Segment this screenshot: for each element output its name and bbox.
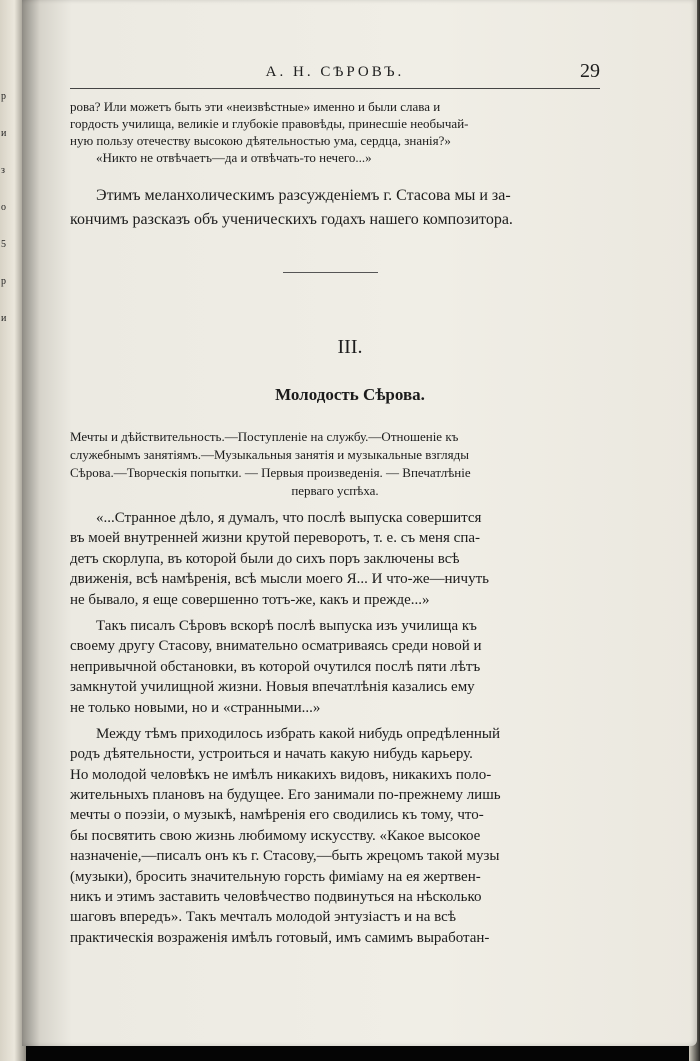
- summary-line: Сѣрова.—Творческія попытки. — Первыя произведенія. — Впечатлѣніе: [70, 465, 471, 480]
- section-divider: [283, 272, 378, 273]
- conclusion-paragraph: [70, 184, 600, 232]
- chapter-body: [70, 508, 600, 948]
- text-line: детъ скорлупа, въ которой были до сихъ поръ заключены всѣ: [70, 550, 460, 567]
- text-line: (музыки), бросить значительную горсть фиміаму на ея жертвен-: [70, 868, 481, 885]
- summary-line: служебнымъ занятіямъ.—Музыкальныя занятія и музыкальные взгляды: [70, 447, 469, 462]
- text-line: Этимъ меланхолическимъ разсужденіемъ г. Стасова мы и за-: [96, 187, 511, 204]
- paragraph: [70, 508, 600, 610]
- text-line: Такъ писалъ Сѣровъ вскорѣ послѣ выпуска изъ училища къ: [96, 617, 477, 634]
- edge-letter: и: [1, 128, 7, 139]
- text-line: не только новыми, но и «странными...»: [70, 699, 321, 716]
- text-line: практическія возраженія имѣлъ готовый, имъ самимъ выработан-: [70, 929, 490, 946]
- text-line: шаговъ впередъ». Такъ мечталъ молодой энтузіастъ и на всѣ: [70, 909, 456, 926]
- text-line: Но молодой человѣкъ не имѣлъ никакихъ видовъ, никакихъ поло-: [70, 766, 492, 783]
- page-number: 29: [580, 60, 600, 82]
- running-header: [70, 60, 600, 89]
- text-line: гордость училища, великіе и глубокіе правовѣды, принесшіе необычай-: [70, 116, 469, 131]
- edge-letter: з: [1, 165, 5, 176]
- text-line: жительныхъ плановъ на будущее. Его занимали по-прежнему лишь: [70, 787, 501, 804]
- edge-letter: и: [1, 313, 7, 324]
- paragraph: [70, 616, 600, 718]
- running-title: А. Н. СѢРОВЪ.: [265, 64, 405, 80]
- text-line: рова? Или можетъ быть эти «неизвѣстные» именно и были слава и: [70, 99, 441, 114]
- edge-letter: 5: [1, 239, 6, 250]
- intro-paragraph: [70, 98, 600, 166]
- text-line: своему другу Стасову, внимательно осматриваясь среди новой и: [70, 638, 482, 655]
- text-line: назначеніе,—писалъ онъ къ г. Стасову,—быть жрецомъ такой музы: [70, 848, 500, 865]
- chapter-summary: [70, 428, 600, 500]
- text-line: Между тѣмъ приходилось избрать какой нибудь опредѣленный: [96, 725, 501, 742]
- text-line: родъ дѣятельности, устроиться и начать какую нибудь карьеру.: [70, 746, 473, 763]
- summary-line: перваго успѣха.: [291, 483, 379, 498]
- text-line: мечты о поэзіи, о музыкѣ, намѣренія его сводились къ тому, что-: [70, 807, 484, 824]
- text-line: ную пользу отечеству высокою дѣятельностью ума, сердца, знанія?»: [70, 133, 451, 148]
- text-line: бы посвятить свою жизнь любимому искусству. «Какое высокое: [70, 827, 481, 844]
- text-line: непривычной обстановки, въ которой очутился послѣ пяти лѣтъ: [70, 658, 481, 675]
- text-line: движенія, всѣ намѣренія, всѣ мысли моего Я... И что-же—ничуть: [70, 571, 489, 588]
- text-line: не бывало, я еще совершенно тотъ-же, какъ и прежде...»: [70, 591, 430, 608]
- text-line: «Никто не отвѣчаетъ—да и отвѣчать-то нечего...»: [96, 150, 372, 165]
- edge-letter: р: [1, 276, 6, 287]
- text-line: никъ и этимъ заставить человѣчество подвинуться на нѣсколько: [70, 889, 482, 906]
- edge-letter: р: [1, 91, 6, 102]
- paragraph: [70, 724, 600, 948]
- chapter-title: Молодость Сѣрова.: [275, 385, 425, 404]
- chapter-number: III.: [337, 336, 363, 358]
- previous-page-letters: [1, 90, 13, 349]
- text-line: «...Странное дѣло, я думалъ, что послѣ выпуска совершится: [96, 510, 482, 526]
- summary-line: Мечты и дѣйствительность.—Поступленіе на службу.—Отношеніе къ: [70, 429, 459, 444]
- text-line: кончимъ разсказъ объ ученическихъ годахъ нашего композитора.: [70, 211, 513, 228]
- edge-letter: о: [1, 202, 6, 213]
- text-line: въ моей внутренней жизни крутой переворотъ, т. е. съ меня спа-: [70, 530, 481, 547]
- text-line: замкнутой училищной жизни. Новыя впечатлѣнія казались ему: [70, 679, 475, 696]
